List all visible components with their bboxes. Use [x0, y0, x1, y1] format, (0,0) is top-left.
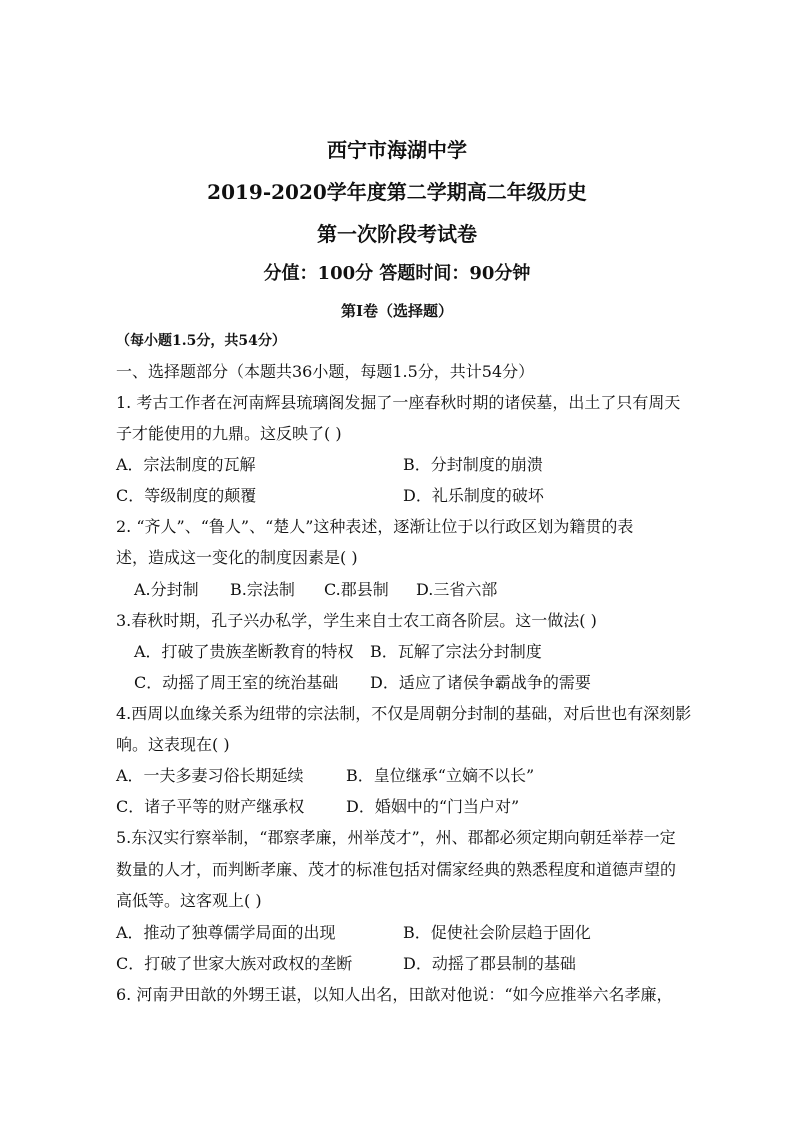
question-3-option-a: A．打破了贵族垄断教育的特权 — [134, 642, 354, 661]
question-1-option-d: D．礼乐制度的破坏 — [403, 486, 544, 505]
question-3-option-d: D．适应了诸侯争霸战争的需要 — [370, 673, 591, 692]
question-6-line-1: 6. 河南尹田歆的外甥王谌，以知人出名，田歆对他说：“如今应推举六名孝廉， — [116, 985, 673, 1004]
question-4-option-a: A．一夫多妻习俗长期延续 — [116, 766, 304, 785]
question-2-option-b: B.宗法制 — [230, 580, 295, 599]
exam-title: 第一次阶段考试卷 — [317, 222, 477, 246]
question-5-line-3: 高低等。这客观上( ) — [116, 891, 262, 910]
question-4-line-1: 4.西周以血缘关系为纽带的宗法制，不仅是周朝分封制的基础，对后世也有深刻影 — [116, 704, 692, 723]
question-5-option-b: B．促使社会阶层趋于固化 — [403, 923, 591, 942]
part-intro: 一、选择题部分（本题共36小题，每题1.5分，共计54分） — [116, 362, 535, 381]
question-4-option-d: D．婚姻中的“门当户对” — [346, 797, 520, 816]
question-4-line-2: 响。这表现在( ) — [116, 735, 230, 754]
question-2-option-a: A.分封制 — [134, 580, 199, 599]
school-name: 西宁市海湖中学 — [327, 138, 467, 162]
question-2-option-c: C.郡县制 — [324, 580, 389, 599]
question-5-line-2: 数量的人才，而判断孝廉、茂才的标准包括对儒家经典的熟悉程度和道德声望的 — [116, 860, 677, 879]
question-2-line-1: 2. “齐人”、“鲁人”、“楚人”这种表述，逐渐让位于以行政区划为籍贯的表 — [116, 517, 634, 536]
question-1-option-b: B．分封制度的崩溃 — [403, 455, 543, 474]
question-5-option-c: C．打破了世家大族对政权的垄断 — [116, 954, 353, 973]
question-2-line-2: 述，造成这一变化的制度因素是( ) — [116, 548, 358, 567]
question-2-option-d: D.三省六部 — [416, 580, 498, 599]
question-5-line-1: 5.东汉实行察举制，“郡察孝廉，州举茂才”，州、郡都必须定期向朝廷举荐一定 — [116, 828, 676, 847]
question-1-option-a: A．宗法制度的瓦解 — [116, 455, 256, 474]
question-1-option-c: C．等级制度的颠覆 — [116, 486, 257, 505]
section-title: 第Ⅰ卷（选择题） — [340, 302, 454, 320]
question-4-option-c: C．诸子平等的财产继承权 — [116, 797, 305, 816]
question-3-option-b: B．瓦解了宗法分封制度 — [370, 642, 542, 661]
question-1-line-2: 子才能使用的九鼎。这反映了( ) — [116, 424, 342, 443]
question-4-option-b: B．皇位继承“立嫡不以长” — [346, 766, 535, 785]
question-5-option-d: D．动摇了郡县制的基础 — [403, 954, 576, 973]
question-3-line-1: 3.春秋时期，孔子兴办私学，学生来自士农工商各阶层。这一做法( ) — [116, 611, 597, 630]
question-3-option-c: C．动摇了周王室的统治基础 — [134, 673, 339, 692]
section-note: （每小题1.5分，共54分） — [116, 333, 286, 349]
question-5-option-a: A．推动了独尊儒学局面的出现 — [116, 923, 336, 942]
question-1-line-1: 1. 考古工作者在河南辉县琉璃阁发掘了一座春秋时期的诸侯墓，出土了只有周天 — [116, 393, 681, 412]
score-and-time: 分值：100分 答题时间：90分钟 — [263, 263, 531, 284]
exam-term-title: 2019-2020学年度第二学期高二年级历史 — [207, 180, 587, 204]
